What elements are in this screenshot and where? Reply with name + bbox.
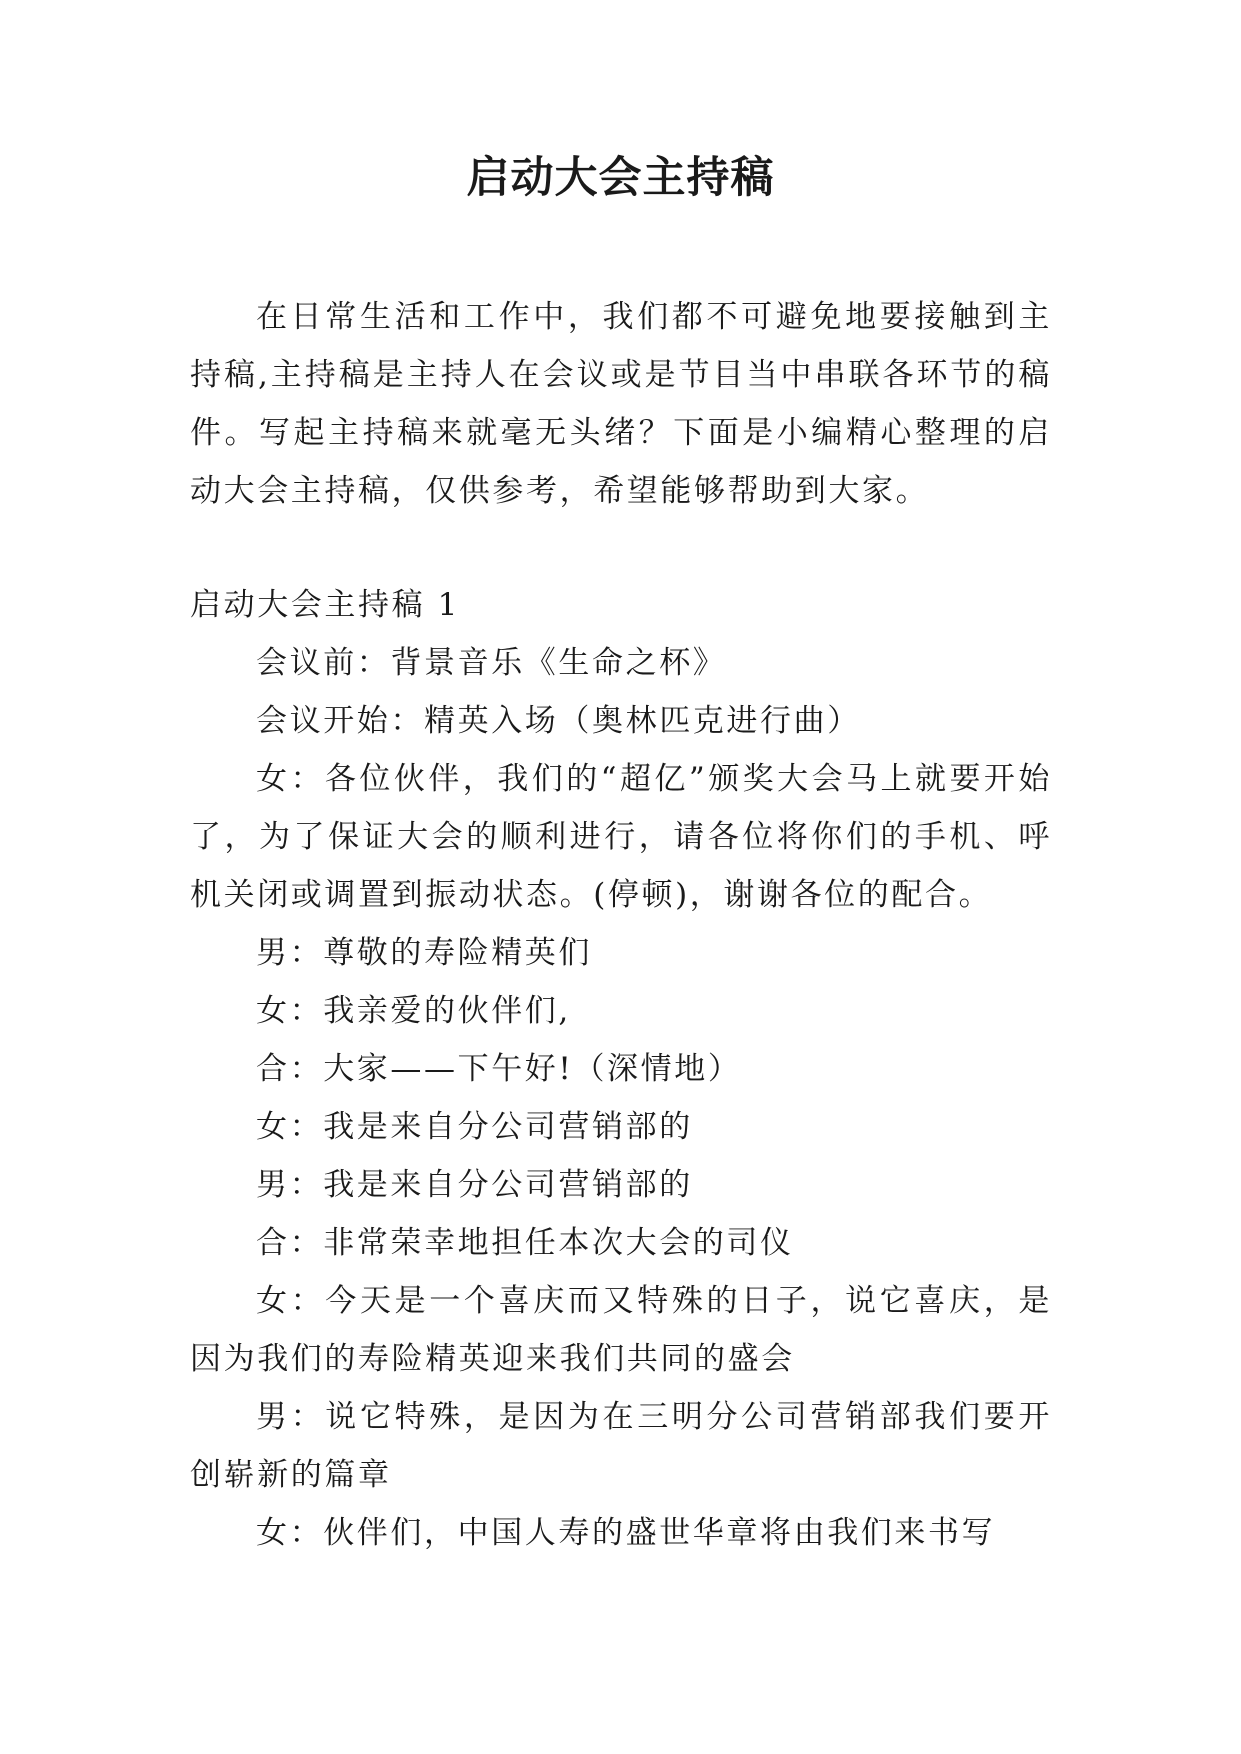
script-line: 男：我是来自分公司营销部的 bbox=[256, 1167, 693, 1203]
script-line: 女：我是来自分公司营销部的 bbox=[256, 1109, 693, 1145]
intro-paragraph: 在日常生活和工作中，我们都不可避免地要接触到主持稿,主持稿是主持人在会议或是节目当中串联各环节的稿件。写起主持稿来就毫无头绪？下面是小编精心整理的启动大会主持稿，仅供参考，希望能够帮助到大家。 bbox=[190, 299, 1052, 509]
script-line: 会议开始：精英入场（奥林匹克进行曲） bbox=[256, 703, 861, 739]
script-line: 合：非常荣幸地担任本次大会的司仪 bbox=[256, 1225, 794, 1261]
script-line: 女：各位伙伴，我们的“超亿”颁奖大会马上就要开始了，为了保证大会的顺利进行，请各位将你们的手机、呼机关闭或调置到振动状态。(停顿)，谢谢各位的配合。 bbox=[190, 761, 1052, 913]
script-line: 男：尊敬的寿险精英们 bbox=[256, 935, 592, 971]
document-title: 启动大会主持稿 bbox=[466, 153, 775, 203]
script-line: 女：伙伴们，中国人寿的盛世华章将由我们来书写 bbox=[256, 1515, 996, 1551]
script-line: 男：说它特殊，是因为在三明分公司营销部我们要开创崭新的篇章 bbox=[190, 1399, 1052, 1493]
section-heading: 启动大会主持稿 1 bbox=[190, 587, 460, 623]
document-body bbox=[190, 576, 1052, 1562]
script-line: 女：我亲爱的伙伴们, bbox=[256, 993, 571, 1029]
script-line: 合：大家——下午好!（深情地） bbox=[256, 1051, 742, 1087]
script-line: 会议前：背景音乐《生命之杯》 bbox=[256, 645, 727, 681]
script-line: 女：今天是一个喜庆而又特殊的日子，说它喜庆，是因为我们的寿险精英迎来我们共同的盛会 bbox=[190, 1283, 1052, 1377]
